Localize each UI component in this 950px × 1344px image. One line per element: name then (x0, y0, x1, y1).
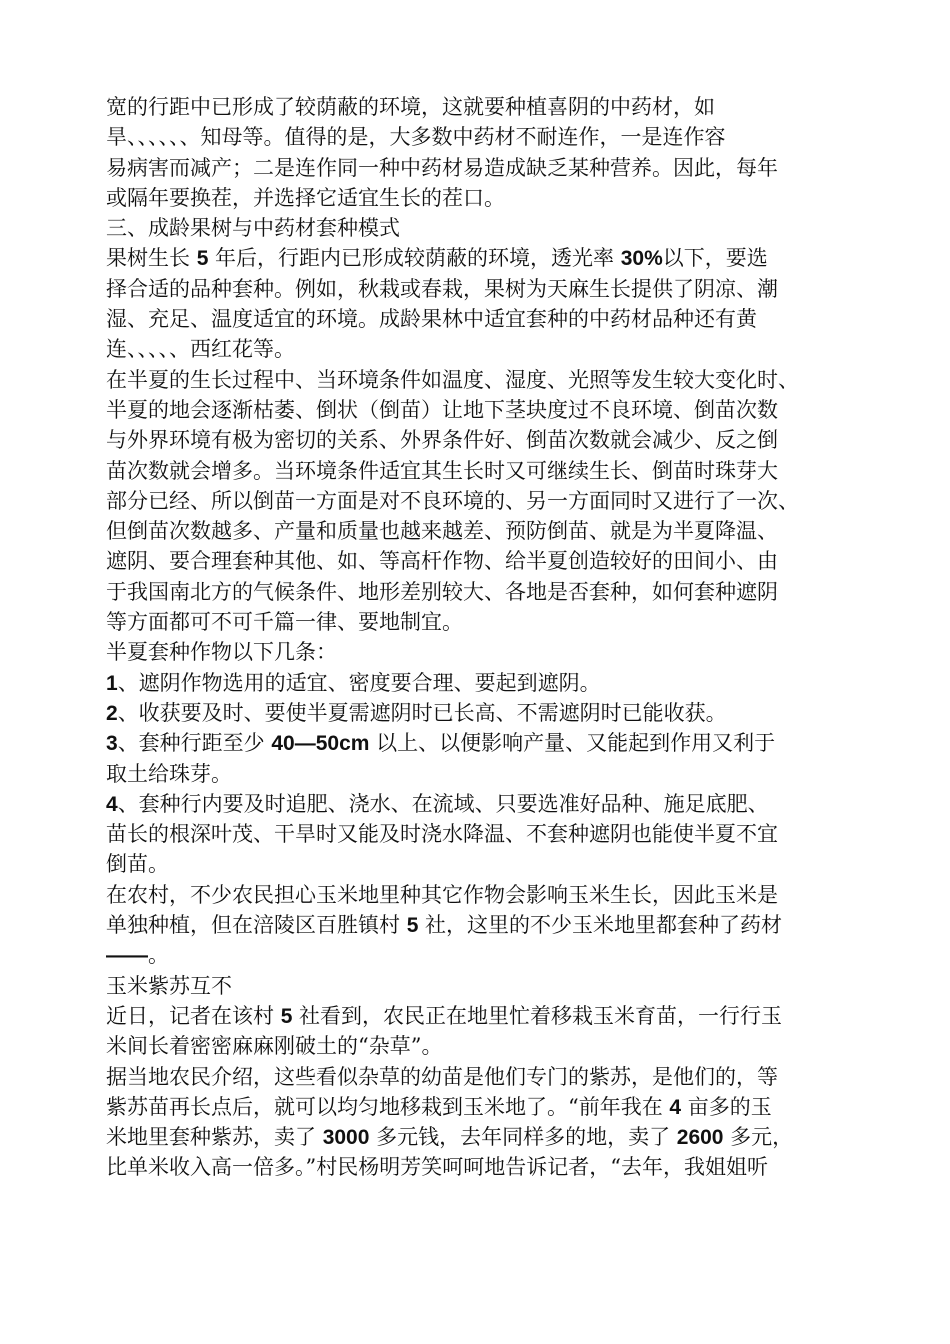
list-item: 1、遮阴作物选用的适宜、密度要合理、要起到遮阴。 (106, 670, 601, 695)
text-line: ——。 (106, 943, 169, 968)
list-item: 2、收获要及时、要使半夏需遮阴时已长高、不需遮阴时已能收获。 (106, 700, 727, 725)
text-line: 取土给珠芽。 (106, 761, 232, 786)
list-item: 4、套种行内要及时追肥、浇水、在流域、只要选准好品种、施足底肥、 (106, 791, 769, 816)
text-line: 湿、充足、温度适宜的环境。成龄果林中适宜套种的中药材品种还有黄 (106, 307, 757, 332)
text-line: 在农村，不少农民担心玉米地里种其它作物会影响玉米生长，因此玉米是 (106, 882, 778, 907)
text-line: 苗长的根深叶茂、干旱时又能及时浇水降温、不套种遮阴也能使半夏不宜 (106, 822, 778, 847)
text-line: 与外界环境有极为密切的关系、外界条件好、倒苗次数就会减少、反之倒 (106, 428, 778, 453)
text-line: 倒苗。 (106, 852, 169, 877)
text-line: 半夏套种作物以下几条： (106, 640, 337, 665)
text-line: 于我国南北方的气候条件、地形差别较大、各地是否套种，如何套种遮阴 (106, 579, 778, 604)
text-line: 果树生长 5 年后，行距内已形成较荫蔽的环境，透光率 30%以下，要选 (106, 246, 768, 271)
text-line: 遮阴、要合理套种其他、如、等高杆作物、给半夏创造较好的田间小、由 (106, 549, 778, 574)
text-line: 米间长着密密麻麻刚破土的“杂草”。 (106, 1034, 443, 1059)
text-line: 苗次数就会增多。当环境条件适宜其生长时又可继续生长、倒苗时珠芽大 (106, 458, 778, 483)
text-line: 连、、、、、西红花等。 (106, 337, 295, 362)
text-line: 但倒苗次数越多、产量和质量也越来越差、预防倒苗、就是为半夏降温、 (106, 519, 778, 544)
subheading: 玉米紫苏互不 (106, 973, 232, 998)
section-heading: 三、成龄果树与中药材套种模式 (106, 216, 400, 241)
document-body (106, 92, 866, 1183)
text-line: 据当地农民介绍，这些看似杂草的幼苗是他们专门的紫苏，是他们的，等 (106, 1064, 778, 1089)
text-line: 近日，记者在该村 5 社看到，农民正在地里忙着移栽玉米育苗，一行行玉 (106, 1003, 783, 1028)
text-line: 单独种植，但在涪陵区百胜镇村 5 社，这里的不少玉米地里都套种了药材 (106, 913, 783, 938)
text-line: 择合适的品种套种。例如，秋栽或春栽，果树为天麻生长提供了阴凉、潮 (106, 276, 778, 301)
text-line: 紫苏苗再长点后，就可以均匀地移栽到玉米地了。“前年我在 4 亩多的玉 (106, 1094, 772, 1119)
text-line: 易病害而减产；二是连作同一种中药材易造成缺乏某种营养。因此，每年 (106, 155, 778, 180)
text-line: 半夏的地会逐渐枯萎、倒状（倒苗）让地下茎块度过不良环境、倒苗次数 (106, 397, 778, 422)
text-line: 米地里套种紫苏，卖了 3000 多元钱，去年同样多的地，卖了 2600 多元， (106, 1125, 794, 1150)
text-line: 等方面都可不可千篇一律、要地制宜。 (106, 610, 463, 635)
text-line: 部分已经、所以倒苗一方面是对不良环境的、另一方面同时又进行了一次、 (106, 488, 799, 513)
text-line: 在半夏的生长过程中、当环境条件如温度、湿度、光照等发生较大变化时、 (106, 367, 799, 392)
text-line: 旱、、、、、、知母等。值得的是，大多数中药材不耐连作，一是连作容 (106, 125, 726, 150)
text-line: 比单米收入高一倍多。”村民杨明芳笑呵呵地告诉记者，“去年，我姐姐听 (106, 1155, 768, 1180)
text-line: 宽的行距中已形成了较荫蔽的环境，这就要种植喜阴的中药材，如 (106, 95, 715, 119)
text-line: 或隔年要换茬，并选择它适宜生长的茬口。 (106, 185, 505, 210)
list-item: 3、套种行距至少 40—50cm 以上、以便影响产量、又能起到作用又利于 (106, 731, 776, 756)
